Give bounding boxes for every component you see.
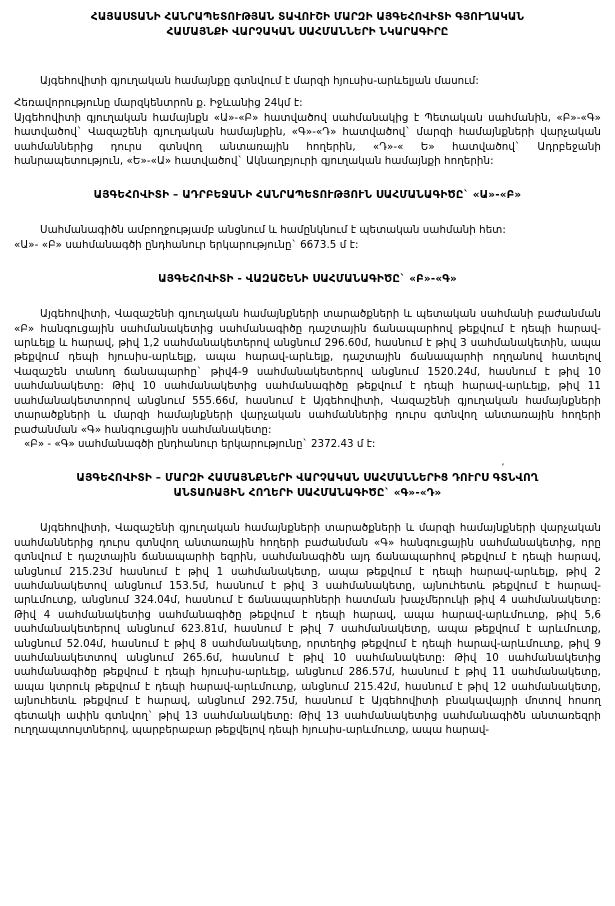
section-heading-gd-line-1-holder [76, 463, 539, 486]
section-bg-paragraph-1: Այգեհովիտի, Վազաշենի գյուղական համայնքների տարածքների և պետական սահմանի բաժանման «Բ» հանգուցային սահմանակետից սահմանագիծը դաշտային ճանապարհով թեքվում է դեպի հարավ-արևելք և հարավ, թիվ 1,2 սահմանակետերով անցնում 296.60մ, հասնում է թիվ 3 սահմանակետին, ապա թեքվում դեպի հյուսիս-արևելք, ապա հարավ-արևելք, դաշտային ճանապարհի ողղանով հատելով Վազաշեն տանող ճանապարհը` թիվ4-9 սահմանակետերով անցնում 1520.24մ, հասնում է թիվ 10 սահմանակետը: Թիվ 10 սահմանակետից սահմանագիծը թեքվում է դեպի հարավ-արևելք, թիվ 11 սահմանակետտորով անցնում 555.66մ, հասնում է Այգեհովիտի, Վազաշենի գյուղական համայնքների տարածքների և մարզի համայնքների վարչական սահմաններից դուրս գտնվող անտառային հողերի բաժանման «Գ» հանգուցային սահմանակետը: [14, 308, 601, 436]
document-title-line-1: ՀԱՅԱՍՏԱՆԻ ՀԱՆՐԱՊԵՏՈՒԹՅԱՆ ՏԱՎՈՒՇԻ ՄԱՐԶԻ ԱՅԳԵՀՈՎԻՏԻ ԳՅՈՒՂԱԿԱՆ [90, 11, 525, 23]
section-heading-gd [14, 463, 601, 501]
section-ab-gap-mid [14, 203, 601, 223]
section-bg-gap-mid [14, 287, 601, 307]
section-gd-gap-top [14, 451, 601, 474]
section-ab-gap-top [14, 168, 601, 188]
section-heading-gd-line-1: ԱՅԳԵՀՈՎԻՏԻ – ՄԱՐԶԻ ՀԱՄԱՅՆՔՆԵՐԻ ՎԱՐՉԱԿԱՆ ՍԱՀՄԱՆՆԵՐԻՑ ԴՈՒՐՍ ԳՏՆՎՈՂ [76, 472, 539, 485]
section-gd-paragraph-1: Այգեհովիտի, Վազաշենի գյուղական համայնքների տարածքների և մարզի համայնքների վարչական սահմաններից դուրս գտնվող անտառային հողերի բաժանման «Գ» հանգուցային սահմանակետից, որը գտնվում է դաշտային ճանապարհի եզրին, սահմանագիծն այդ ճանապարհով թեքվում է դեպի հարավ, անցնում 215.23մ հասնում է թիվ 1 սահմանակետը, ապա թեքվում է դեպի հարավ-արևելք, թիվ 2 սահմանակետով անցնում 153.5մ, հասնում է թիվ 3 սահմանակետը, այնուհետև թեքվում է հարավ-արևմուտք, անցնում 324.04մ, հասնում է ճանապարհների հատման խաչմերուկի թիվ 4 սահմանակետը: Թիվ 4 սահմանակետից սահմանագիծը թեքվում է դեպի հարավ, ապա հարավ-արևմուտք, թիվ 5,6 սահմանակետերով անցնում 623.81մ, հասնում է թիվ 7 սահմանակետը, ապա թեքվում է արևմուտք, անցնում 52.04մ, հասնում է թիվ 8 սահմանակետը, որտեղից թեքվում է դեպի հարավ-արևմուտք, թիվ 9 սահմանակետտով անցնում 265.6մ, հասնում է թիվ 10 սահմանակետը: Թիվ 10 սահմանակետից սահմանագիծը թեքվում է դեպի հյուսիս-արևելք, անցնում 286.57մ, հասնում է թիվ 11 սահմանակետը, ապա կտրուկ թեքվում է դեպի հարավ-արևմուտք, անցնում 215.42մ, հասնում է թիվ 12 սահմանակետը, այնուհետև թեքվում է հարավ, անցնում 292.75մ, հասնում է Այգեհովիտի բնակավայրի մոտով հոսող գետակի ափին գտնվող` թիվ 13 սահմանակետը: Թիվ 13 սահմանակետից սահմանագիծն անտառեզրի ուղղապտույտներով, պարբերաբար թեքվելով դեպի հյուսիս-արևմուտք, ապա հարավ- [14, 522, 601, 736]
section-heading-bg: ԱՅԳԵՀՈՎԻՏԻ - ՎԱԶԱՇԵՆԻ ՍԱՀՄԱՆԱԳԻԾԸ` «Բ»-«Գ» [158, 273, 457, 286]
document-title [14, 10, 601, 40]
intro-paragraph-2: Հեռավորությունը մարզկենտրոն ք. Իջևանից 24կմ է: [14, 97, 303, 110]
section-bg-paragraph-2: «Բ» - «Գ» սահմանագծի ընդհանուր երկարությունը` 2372.43 մ է: [24, 437, 376, 450]
document-title-line-2: ՀԱՄԱՅՆՔԻ ՎԱՐՉԱԿԱՆ ՍԱՀՄԱՆՆԵՐԻ ՆԿԱՐԱԳԻՐԸ [166, 26, 449, 38]
section-heading-gd-line-2: ԱՆՏԱՌԱՅԻՆ ՀՈՂԵՐԻ ՍԱՀՄԱՆԱԳԻԾԸ` «Գ»-«Դ» [173, 487, 442, 500]
section-bg-gap-top [14, 252, 601, 272]
title-gap [14, 40, 601, 74]
intro-paragraph-1: Այգեհովիտի գյուղական համայնքը գտնվում է մարզի հյուսիս-արևելյան մասում: [40, 75, 479, 87]
section-gd-gap-mid [14, 501, 601, 521]
intro-paragraph-3: Այգեհովիտի գյուղական համայնքն «Ա»-«Բ» հատվածով սահմանակից է Պետական սահմանին, «Բ»-«Գ» հատվածով` Վազաշենի գյուղական համայնքին, «Գ»-«Դ» հատվածով` մարզի համայնքների վարչական սահմաններից դուրս գտնվող անտառային հողերին, «Դ»-« Ե» հատվածով` Ադրբեջանի հանրապետություն, «Ե»-«Ա» հատվածով` Ակնաղբյուրի գյուղական համայնքի հողերին: [14, 111, 601, 168]
superscript-tick-icon: ʼ [501, 463, 505, 474]
section-ab-paragraph-1: Սահմանագիծն ամբողջությամբ անցնում և համընկնում է պետական սահմանի հետ: [40, 224, 506, 237]
intro-gap-1 [14, 88, 601, 96]
section-heading-ab: ԱՅԳԵՀՈՎԻՏԻ – ԱԴՐԲԵՋԱՆԻ ՀԱՆՐԱՊԵՏՈՒԹՅՈՒՆ ՍԱՀՄԱՆԱԳԻԾԸ` «Ա»-«Բ» [93, 189, 522, 202]
section-ab-paragraph-2: «Ա»- «Բ» սահմանագծի ընդհանուր երկարությունը` 6673.5 մ է: [14, 238, 359, 251]
